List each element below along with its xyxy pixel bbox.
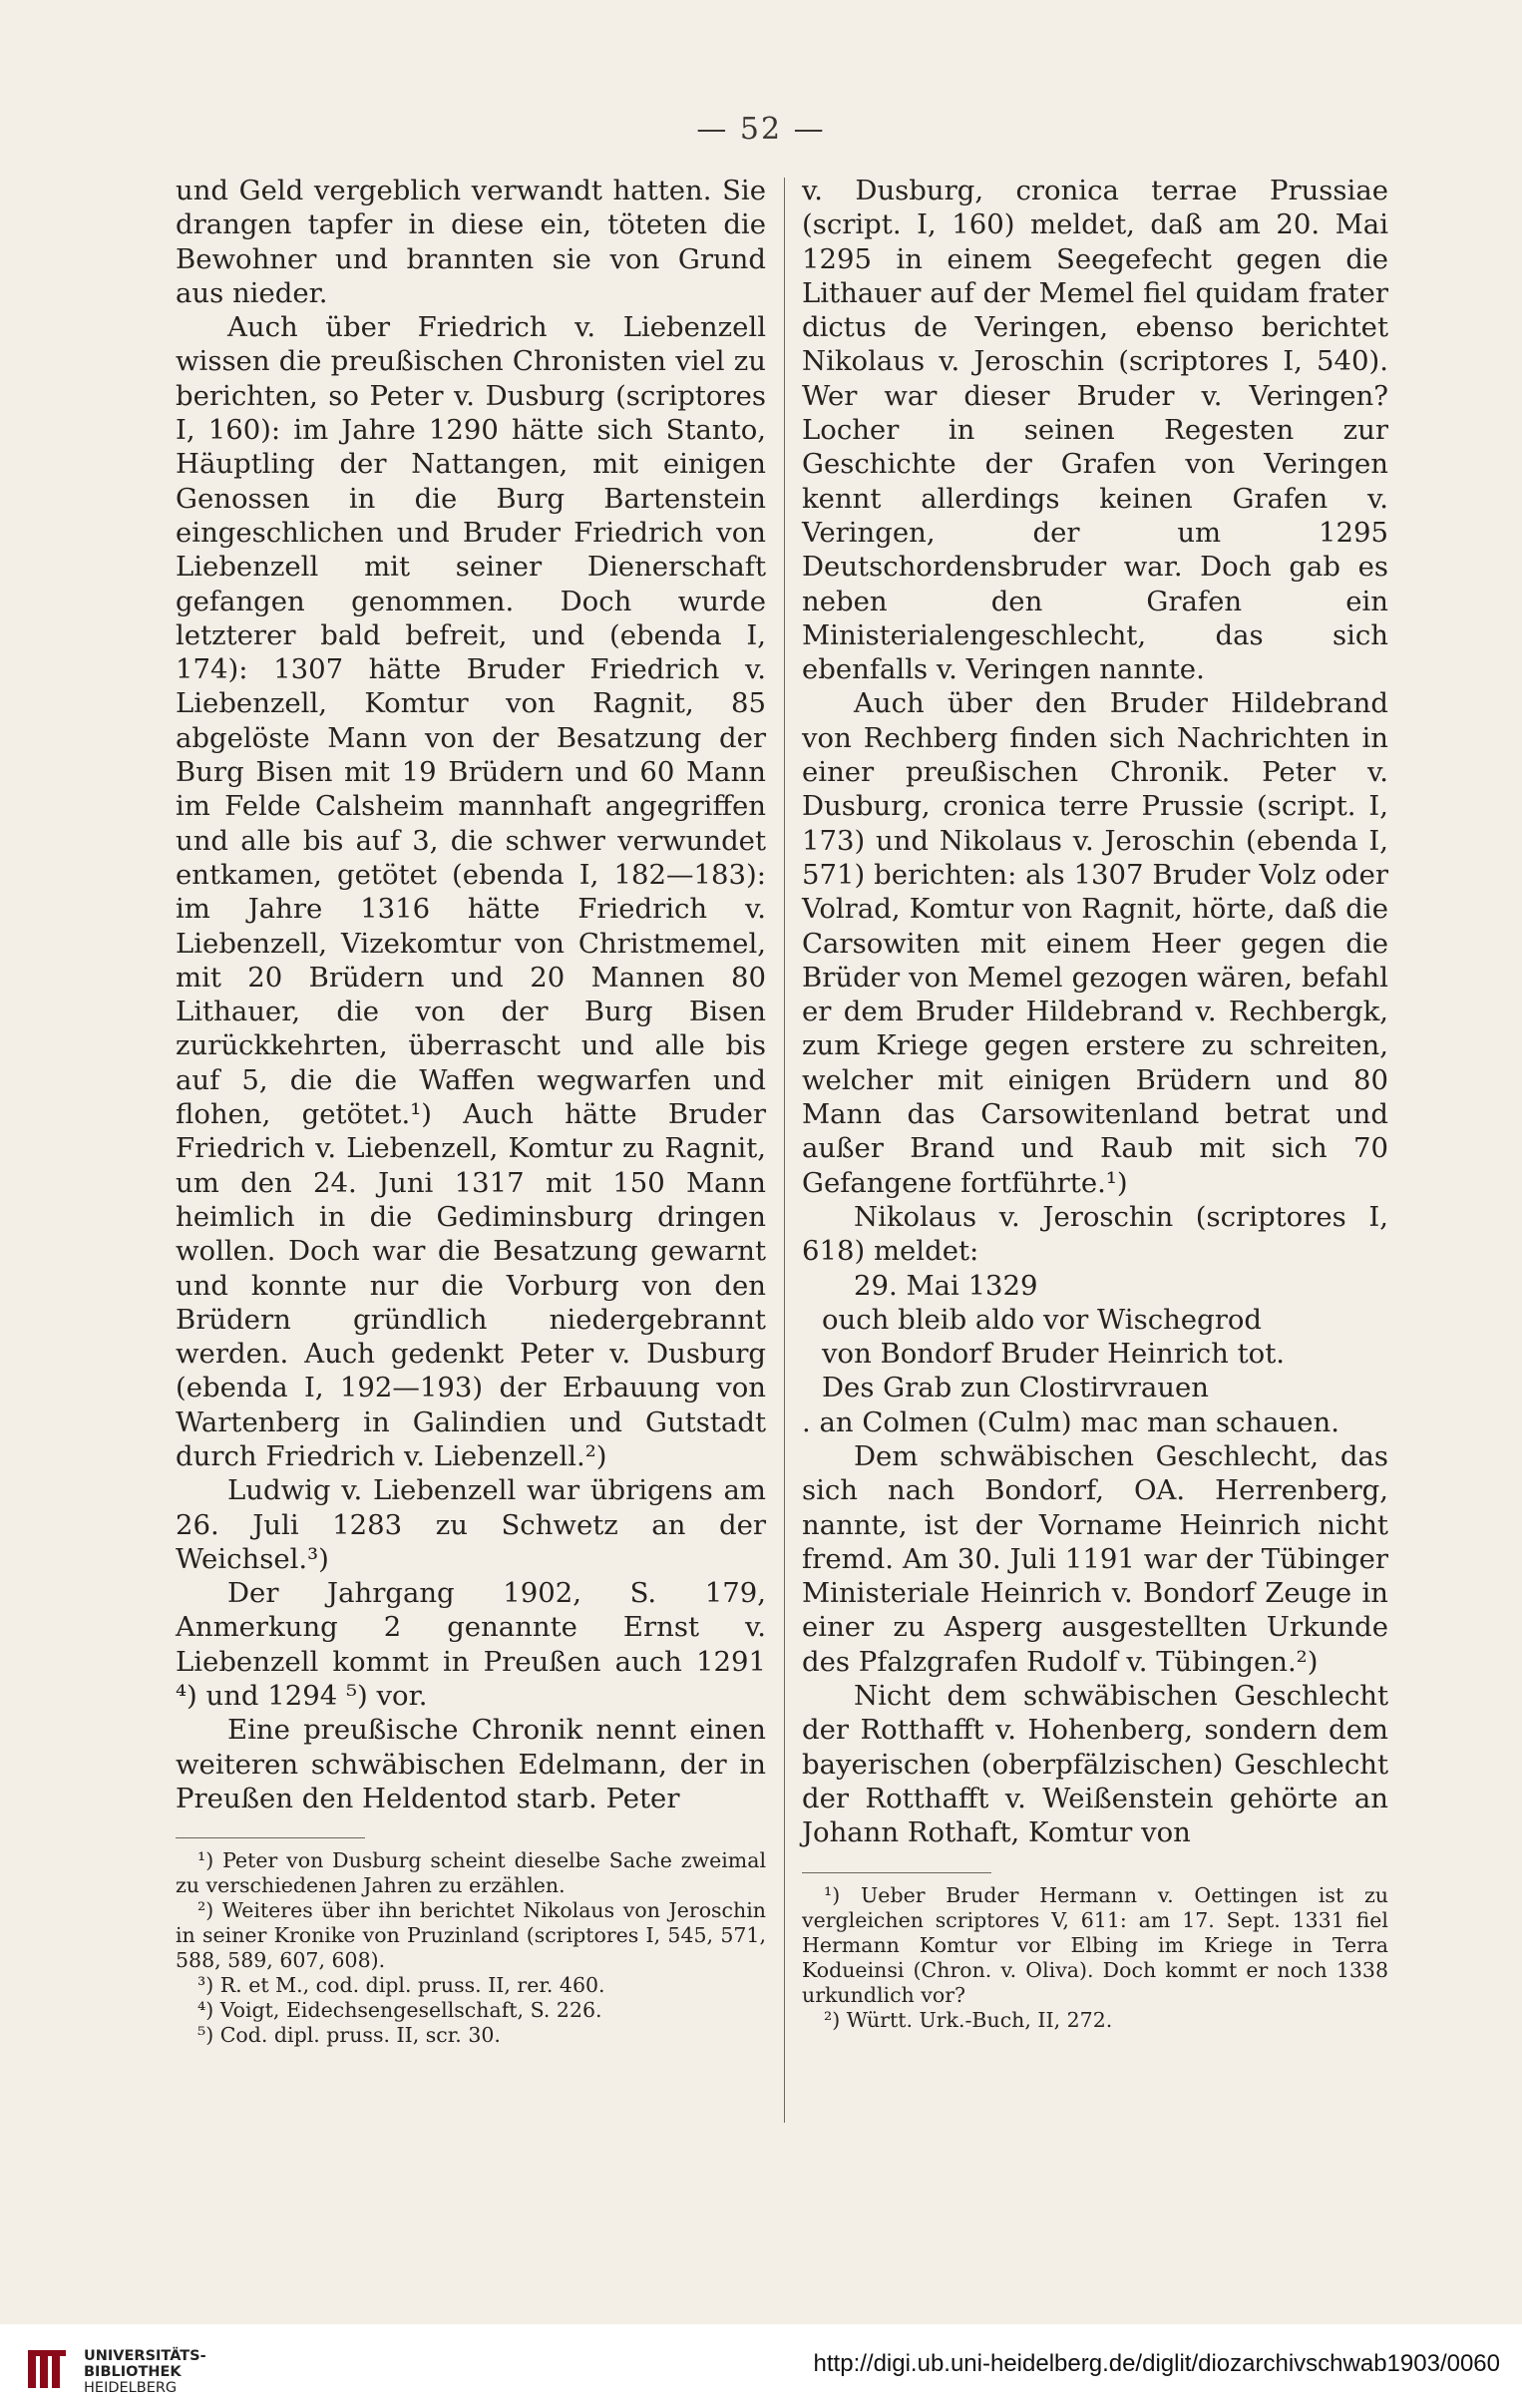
permalink-url[interactable]: http://digi.ub.uni-heidelberg.de/diglit/diozarchivschwab1903/0060 <box>813 2350 1500 2377</box>
verse-line-2: ouch bleib aldo vor Wischegrod <box>822 1303 1262 1336</box>
library-logo-text <box>84 2348 206 2396</box>
library-footer <box>0 2324 1522 2408</box>
left-footnote-4: ⁴) Voigt, Eidechsengesellschaft, S. 226. <box>197 1998 602 2023</box>
left-paragraph-3: Ludwig v. Liebenzell war übrigens am 26. Juli 1283 zu Schwetz an der Weichsel.³) <box>176 1474 766 1575</box>
right-paragraph-4: Dem schwäbischen Geschlecht, das sich nach Bondorf, OA. Herrenberg, nannte, ist der Vorname Heinrich nicht fremd. Am 30. Juli 1191 war der Tübinger Ministeriale Heinrich v. Bondorf Zeuge in einer zu Asperg ausgestellten Urkunde des Pfalzgrafen Rudolf v. Tübingen.²) <box>802 1439 1388 1678</box>
logo-line-2: BIBLIOTHEK <box>84 2364 182 2380</box>
left-paragraph-1: und Geld vergeblich verwandt hatten. Sie drangen tapfer in diese ein, töteten die Bewohner und brannten sie von Grund aus nieder. <box>176 175 766 309</box>
left-footnote-5: ⁵) Cod. dipl. pruss. II, scr. 30. <box>197 2023 501 2048</box>
footnote-rule <box>176 1837 365 1838</box>
left-footnote-1: ¹) Peter von Dusburg scheint dieselbe Sache zweimal zu verschiedenen Jahren zu erzählen. <box>176 1848 766 1898</box>
verse-line-3: von Bondorf Bruder Heinrich tot. <box>822 1338 1286 1371</box>
verse-line-1: 29. Mai 1329 <box>854 1269 1038 1302</box>
column-divider <box>784 178 785 2123</box>
logo-line-1: UNIVERSITÄTS- <box>84 2348 206 2364</box>
verse-line-4: Des Grab zun Clostirvrauen <box>822 1372 1209 1405</box>
page-number: — 52 — <box>696 112 826 147</box>
library-logo-icon <box>24 2346 70 2392</box>
right-paragraph-1: v. Dusburg, cronica terrae Prussiae (script. I, 160) meldet, daß am 20. Mai 1295 in einem Seegefecht gegen die Lithauer auf der Memel fiel quidam frater dictus de Veringen, ebenso berichtet Nikolaus v. Jeroschin (scriptores I, 540). Wer war dieser Bruder v. Veringen? Locher in seinen Regesten zur Geschichte der Grafen von Veringen kennt allerdings keinen Grafen v. Veringen, der um 1295 Deutschordensbruder war. Doch gab es neben den Grafen ein Ministerialengeschlecht, das sich ebenfalls v. Veringen nannte. <box>802 175 1388 686</box>
right-paragraph-3: Nikolaus v. Jeroschin (scriptores I, 618) meldet: <box>802 1200 1388 1268</box>
right-footnote-2: ²) Württ. Urk.-Buch, II, 272. <box>824 2007 1113 2032</box>
right-footnote-1: ¹) Ueber Bruder Hermann v. Oettingen ist zu vergleichen scriptores V, 611: am 17. Sept. 1331 fiel Hermann Komtur vor Elbing im Kriege in Terra Kodueinsi (Chron. v. Oliva). Doch kommt er noch 1338 urkundlich vor? <box>802 1882 1388 2007</box>
left-paragraph-4: Der Jahrgang 1902, S. 179, Anmerkung 2 genannte Ernst v. Liebenzell kommt in Preußen auch 1291 ⁴) und 1294 ⁵) vor. <box>176 1577 766 1713</box>
logo-line-3: HEIDELBERG <box>84 2380 178 2396</box>
verse-line-5: . an Colmen (Culm) mac man schauen. <box>802 1405 1339 1438</box>
left-footnote-2: ²) Weiteres über ihn berichtet Nikolaus von Jeroschin in seiner Kronike von Pruzinland (scriptores I, 545, 571, 588, 589, 607, 608). <box>176 1898 766 1973</box>
left-paragraph-5: Eine preußische Chronik nennt einen weiteren schwäbischen Edelmann, der in Preußen den Heldentod starb. Peter <box>176 1714 766 1814</box>
right-column <box>802 174 1388 2033</box>
right-paragraph-5: Nicht dem schwäbischen Geschlecht der Rotthafft v. Hohenberg, sondern dem bayerischen (oberpfälzischen) Geschlecht der Rotthafft v. Weißenstein gehörte an Johann Rothaft, Komtur von <box>802 1680 1388 1849</box>
left-footnote-3: ³) R. et M., cod. dipl. pruss. II, rer. 460. <box>197 1973 605 1998</box>
left-paragraph-2: Auch über Friedrich v. Liebenzell wissen die preußischen Chronisten viel zu berichten, so Peter v. Dusburg (scriptores I, 160): im Jahre 1290 hätte sich Stanto, Häuptling der Nattangen, mit einigen Genossen in die Burg Bartenstein eingeschlichen und Bruder Friedrich von Liebenzell mit seiner Dienerschaft gefangen genommen. Doch wurde letzterer bald befreit, und (ebenda I, 174): 1307 hätte Bruder Friedrich v. Liebenzell, Komtur von Ragnit, 85 abgelöste Mann von der Besatzung der Burg Bisen mit 19 Brüdern und 60 Mann im Felde Calsheim mannhaft angegriffen und alle bis auf 3, die schwer verwundet entkamen, getötet (ebenda I, 182—183): im Jahre 1316 hätte Friedrich v. Liebenzell, Vizekomtur von Christmemel, mit 20 Brüdern und 20 Mannen 80 Lithauer, die von der Burg Bisen zurückkehrten, überrascht und alle bis auf 5, die die Waffen wegwarfen und flohen, getötet.¹) Auch hätte Bruder Friedrich v. Liebenzell, Komtur zu Ragnit, um den 24. Juni 1317 mit 150 Mann heimlich in die Gediminsburg dringen wollen. Doch war die Besatzung gewarnt und konnte nur die Vorburg von den Brüdern gründlich niedergebrannt werden. Auch gedenkt Peter v. Dusburg (ebenda I, 192—193) der Erbauung von Wartenberg in Galindien und Gutstadt durch Friedrich v. Liebenzell.²) <box>176 311 766 1472</box>
footnote-rule <box>802 1872 991 1873</box>
right-paragraph-2: Auch über den Bruder Hildebrand von Rechberg finden sich Nachrichten in einer preußischen Chronik. Peter v. Dusburg, cronica terre Prussie (script. I, 173) und Nikolaus v. Jeroschin (ebenda I, 571) berichten: als 1307 Bruder Volz oder Volrad, Komtur von Ragnit, hörte, daß die Carsowiten mit einem Heer gegen die Brüder von Memel gezogen wären, befahl er dem Bruder Hildebrand v. Rechbergk, zum Kriege gegen erstere zu schreiten, welcher mit einigen Brüdern und 80 Mann das Carsowitenland betrat und außer Brand und Raub mit sich 70 Gefangene fortführte.¹) <box>802 687 1388 1199</box>
left-column <box>176 174 766 2048</box>
